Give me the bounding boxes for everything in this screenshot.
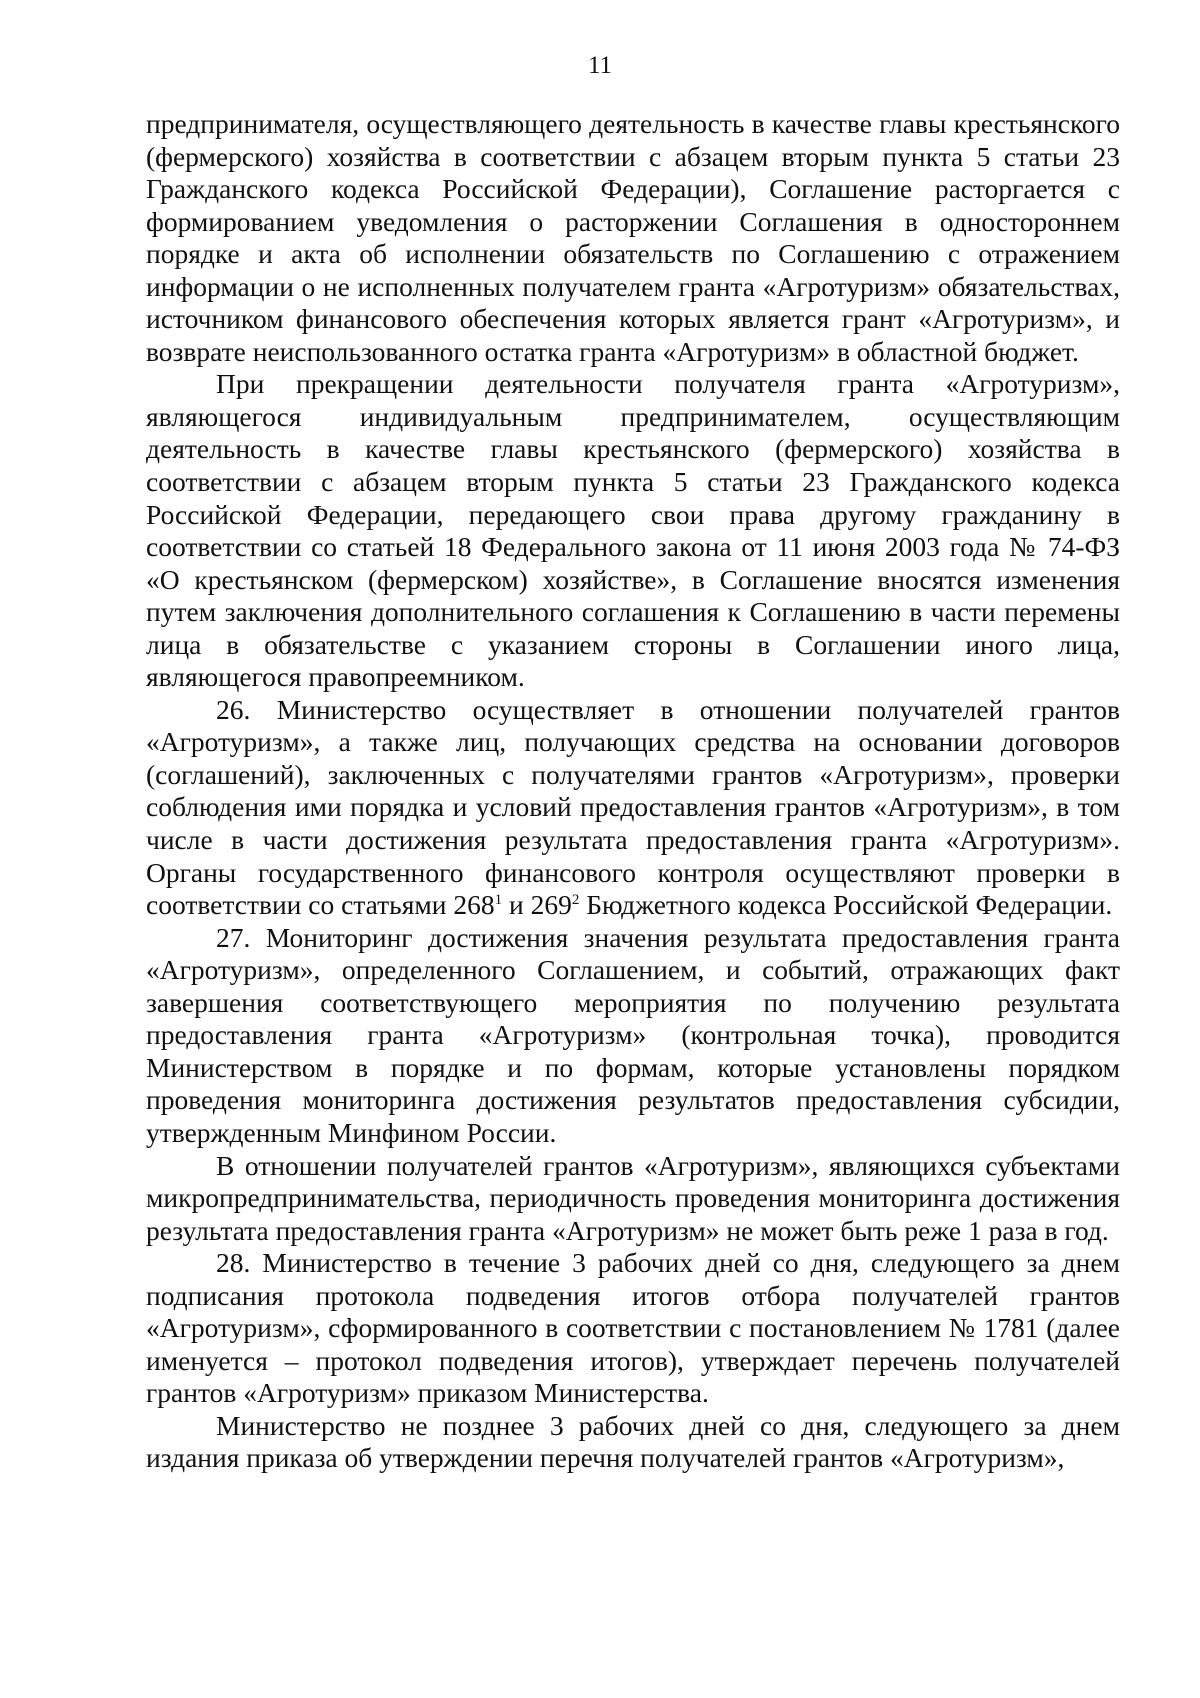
paragraph-item-26-text: 26. Министерство осуществляет в отношении получателей грантов «Агротуризм», а также лиц, получающих средства на основании договоров (соглашений), заключенных с получателями грантов «Агротуризм», проверки соблюдения ими порядка и условий предоставления грантов «Агротуризм», в том числе в части достижения результата предоставления гранта «Агротуризм». Органы государственного финансового контроля осуществляют проверки в соответствии со статьями	[146, 693, 1120, 921]
document-body	[146, 108, 1120, 1475]
paragraph-termination-of-activity: При прекращении деятельности получателя гранта «Агротуризм», являющегося индивидуальным предпринимателем, осуществляющим деятельность в качестве главы крестьянского (фермерского) хозяйства в соответствии с абзацем вторым пункта 5 статьи 23 Гражданского кодекса Российской Федерации, передающего свои права другому гражданину в соответствии со статьей 18 Федерального закона от 11 июня 2003 года № 74-ФЗ «О крестьянском (фермерском) хозяйстве», в Соглашение вносятся изменения путем заключения дополнительного соглашения к Соглашению в части перемены лица в обязательстве с указанием стороны в Соглашении иного лица, являющегося правопреемником.	[146, 368, 1120, 693]
paragraph-ministry-deadline: Министерство не позднее 3 рабочих дней со дня, следующего за днем издания приказа об утверждении перечня получателей грантов «Агротуризм»,	[146, 1409, 1120, 1474]
paragraph-micro-enterprises: В отношении получателей грантов «Агротуризм», являющихся субъектами микропредпринимательства, периодичность проведения мониторинга достижения результата предоставления гранта «Агротуризм» не может быть реже 1 раза в год.	[146, 1149, 1120, 1246]
conjunction-text: и	[502, 889, 531, 921]
article-269-superscript: 2	[571, 891, 580, 908]
article-268-superscript: 1	[494, 891, 503, 908]
budget-code-article-269: 269	[530, 889, 572, 921]
paragraph-item-28: 28. Министерство в течение 3 рабочих дней со дня, следующего за днем подписания протокола подведения итогов отбора получателей грантов «Агротуризм», сформированного в соответствии с постановлением № 1781 (далее именуется – протокол подведения итогов), утверждает перечень получателей грантов «Агротуризм» приказом Министерства.	[146, 1247, 1120, 1409]
paragraph-continuation: предпринимателя, осуществляющего деятельность в качестве главы крестьянского (фермерского) хозяйства в соответствии с абзацем вторым пункта 5 статьи 23 Гражданского кодекса Российской Федерации), Соглашение расторгается с формированием уведомления о расторжении Соглашения в одностороннем порядке и акта об исполнении обязательств по Соглашению с отражением информации о не исполненных получателем гранта «Агротуризм» обязательствах, источником финансового обеспечения которых является грант «Агротуризм», и возврате неиспользованного остатка гранта «Агротуризм» в областной бюджет.	[146, 108, 1120, 367]
budget-code-article-268: 268	[453, 889, 495, 921]
paragraph-item-26	[146, 694, 1120, 922]
page-number: 11	[587, 52, 613, 79]
paragraph-item-27: 27. Мониторинг достижения значения результата предоставления гранта «Агротуризм», определенного Соглашением, и событий, отражающих факт завершения соответствующего мероприятия по получению результата предоставления гранта «Агротуризм» (контрольная точка), проводится Министерством в порядке и по формам, которые установлены порядком проведения мониторинга достижения результатов предоставления субсидии, утвержденным Минфином России.	[146, 921, 1120, 1148]
paragraph-item-26-ending: Бюджетного кодекса Российской Федерации.	[579, 889, 1113, 921]
